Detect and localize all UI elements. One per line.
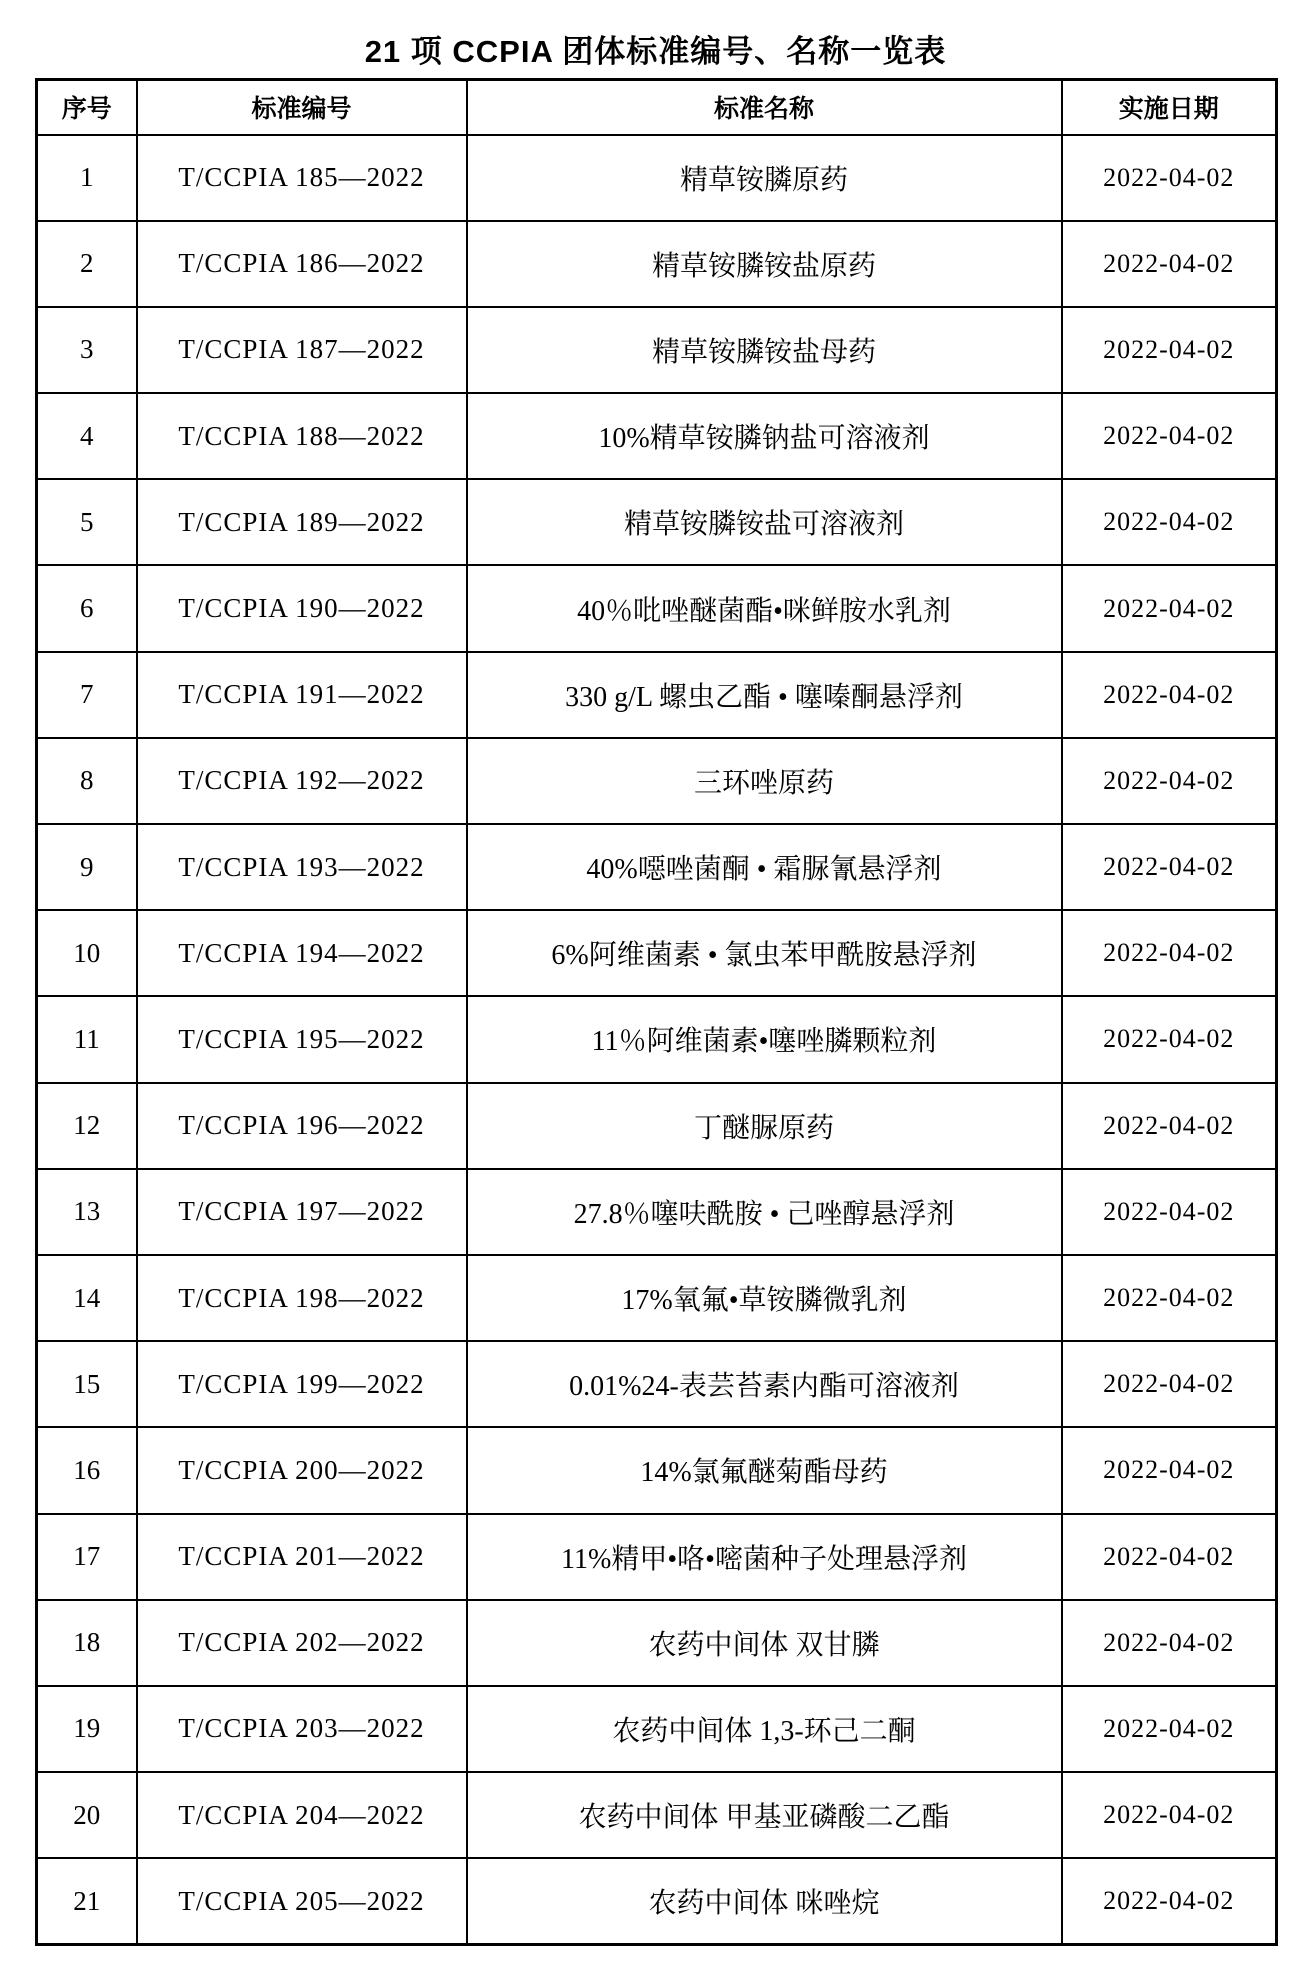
table-row	[37, 307, 1277, 393]
cell-code: T/CCPIA 190—2022	[137, 565, 467, 651]
cell-code: T/CCPIA 195—2022	[137, 996, 467, 1082]
cell-date: 2022-04-02	[1062, 1514, 1277, 1600]
cell-date: 2022-04-02	[1062, 996, 1277, 1082]
cell-code: T/CCPIA 204—2022	[137, 1772, 467, 1858]
cell-date: 2022-04-02	[1062, 910, 1277, 996]
table-row	[37, 996, 1277, 1082]
table-row	[37, 738, 1277, 824]
cell-name: 27.8％噻呋酰胺 • 己唑醇悬浮剂	[467, 1169, 1062, 1255]
cell-seq: 21	[37, 1858, 137, 1944]
cell-seq: 14	[37, 1255, 137, 1341]
cell-date: 2022-04-02	[1062, 1858, 1277, 1944]
cell-code: T/CCPIA 191—2022	[137, 652, 467, 738]
cell-code: T/CCPIA 186—2022	[137, 221, 467, 307]
table-body	[37, 135, 1277, 1945]
cell-code: T/CCPIA 198—2022	[137, 1255, 467, 1341]
table-row	[37, 652, 1277, 738]
table-row	[37, 1600, 1277, 1686]
cell-name: 330 g/L 螺虫乙酯 • 噻嗪酮悬浮剂	[467, 652, 1062, 738]
cell-date: 2022-04-02	[1062, 1772, 1277, 1858]
cell-seq: 11	[37, 996, 137, 1082]
cell-name: 农药中间体 双甘膦	[467, 1600, 1062, 1686]
header-code: 标准编号	[137, 80, 467, 135]
cell-date: 2022-04-02	[1062, 565, 1277, 651]
cell-seq: 2	[37, 221, 137, 307]
table-row	[37, 135, 1277, 221]
table-row	[37, 824, 1277, 910]
cell-name: 丁醚脲原药	[467, 1083, 1062, 1169]
header-row	[37, 80, 1277, 135]
cell-seq: 18	[37, 1600, 137, 1686]
cell-seq: 6	[37, 565, 137, 651]
cell-seq: 4	[37, 393, 137, 479]
cell-date: 2022-04-02	[1062, 479, 1277, 565]
table-row	[37, 565, 1277, 651]
cell-date: 2022-04-02	[1062, 221, 1277, 307]
cell-name: 40%噁唑菌酮 • 霜脲氰悬浮剂	[467, 824, 1062, 910]
cell-code: T/CCPIA 200—2022	[137, 1427, 467, 1513]
cell-date: 2022-04-02	[1062, 1341, 1277, 1427]
cell-seq: 10	[37, 910, 137, 996]
cell-name: 精草铵膦铵盐母药	[467, 307, 1062, 393]
cell-seq: 12	[37, 1083, 137, 1169]
table-row	[37, 1427, 1277, 1513]
cell-seq: 8	[37, 738, 137, 824]
cell-name: 11％阿维菌素•噻唑膦颗粒剂	[467, 996, 1062, 1082]
cell-date: 2022-04-02	[1062, 1427, 1277, 1513]
table-row	[37, 479, 1277, 565]
table-row	[37, 393, 1277, 479]
cell-name: 6%阿维菌素 • 氯虫苯甲酰胺悬浮剂	[467, 910, 1062, 996]
standards-table	[35, 78, 1278, 1946]
cell-seq: 3	[37, 307, 137, 393]
table-row	[37, 1514, 1277, 1600]
cell-name: 精草铵膦原药	[467, 135, 1062, 221]
cell-code: T/CCPIA 197—2022	[137, 1169, 467, 1255]
cell-code: T/CCPIA 192—2022	[137, 738, 467, 824]
cell-name: 农药中间体 1,3-环己二酮	[467, 1686, 1062, 1772]
table-row	[37, 1169, 1277, 1255]
header-seq: 序号	[37, 80, 137, 135]
cell-name: 40％吡唑醚菌酯•咪鲜胺水乳剂	[467, 565, 1062, 651]
cell-name: 10%精草铵膦钠盐可溶液剂	[467, 393, 1062, 479]
cell-seq: 5	[37, 479, 137, 565]
cell-date: 2022-04-02	[1062, 652, 1277, 738]
table-row	[37, 1858, 1277, 1944]
cell-code: T/CCPIA 193—2022	[137, 824, 467, 910]
table-header	[37, 80, 1277, 135]
cell-seq: 16	[37, 1427, 137, 1513]
cell-seq: 1	[37, 135, 137, 221]
cell-date: 2022-04-02	[1062, 1169, 1277, 1255]
table-row	[37, 910, 1277, 996]
page-title: 21 项 CCPIA 团体标准编号、名称一览表	[364, 34, 947, 69]
cell-date: 2022-04-02	[1062, 135, 1277, 221]
cell-seq: 17	[37, 1514, 137, 1600]
cell-code: T/CCPIA 196—2022	[137, 1083, 467, 1169]
cell-name: 精草铵膦铵盐原药	[467, 221, 1062, 307]
cell-seq: 19	[37, 1686, 137, 1772]
cell-code: T/CCPIA 185—2022	[137, 135, 467, 221]
cell-code: T/CCPIA 194—2022	[137, 910, 467, 996]
cell-date: 2022-04-02	[1062, 824, 1277, 910]
cell-code: T/CCPIA 188—2022	[137, 393, 467, 479]
header-name: 标准名称	[467, 80, 1062, 135]
cell-date: 2022-04-02	[1062, 1255, 1277, 1341]
cell-code: T/CCPIA 203—2022	[137, 1686, 467, 1772]
cell-seq: 7	[37, 652, 137, 738]
cell-code: T/CCPIA 201—2022	[137, 1514, 467, 1600]
table-row	[37, 1083, 1277, 1169]
table-row	[37, 1686, 1277, 1772]
table-row	[37, 1341, 1277, 1427]
cell-date: 2022-04-02	[1062, 738, 1277, 824]
cell-name: 17%氧氟•草铵膦微乳剂	[467, 1255, 1062, 1341]
cell-date: 2022-04-02	[1062, 307, 1277, 393]
cell-code: T/CCPIA 187—2022	[137, 307, 467, 393]
cell-code: T/CCPIA 199—2022	[137, 1341, 467, 1427]
cell-name: 11%精甲•咯•嘧菌种子处理悬浮剂	[467, 1514, 1062, 1600]
cell-name: 三环唑原药	[467, 738, 1062, 824]
header-date: 实施日期	[1062, 80, 1277, 135]
cell-date: 2022-04-02	[1062, 1600, 1277, 1686]
cell-date: 2022-04-02	[1062, 393, 1277, 479]
cell-code: T/CCPIA 202—2022	[137, 1600, 467, 1686]
cell-name: 农药中间体 咪唑烷	[467, 1858, 1062, 1944]
table-row	[37, 221, 1277, 307]
cell-name: 精草铵膦铵盐可溶液剂	[467, 479, 1062, 565]
table-row	[37, 1772, 1277, 1858]
cell-name: 14%氯氟醚菊酯母药	[467, 1427, 1062, 1513]
cell-name: 农药中间体 甲基亚磷酸二乙酯	[467, 1772, 1062, 1858]
cell-code: T/CCPIA 189—2022	[137, 479, 467, 565]
cell-seq: 20	[37, 1772, 137, 1858]
cell-seq: 15	[37, 1341, 137, 1427]
cell-seq: 13	[37, 1169, 137, 1255]
cell-date: 2022-04-02	[1062, 1686, 1277, 1772]
cell-seq: 9	[37, 824, 137, 910]
table-row	[37, 1255, 1277, 1341]
cell-date: 2022-04-02	[1062, 1083, 1277, 1169]
cell-name: 0.01%24-表芸苔素内酯可溶液剂	[467, 1341, 1062, 1427]
cell-code: T/CCPIA 205—2022	[137, 1858, 467, 1944]
